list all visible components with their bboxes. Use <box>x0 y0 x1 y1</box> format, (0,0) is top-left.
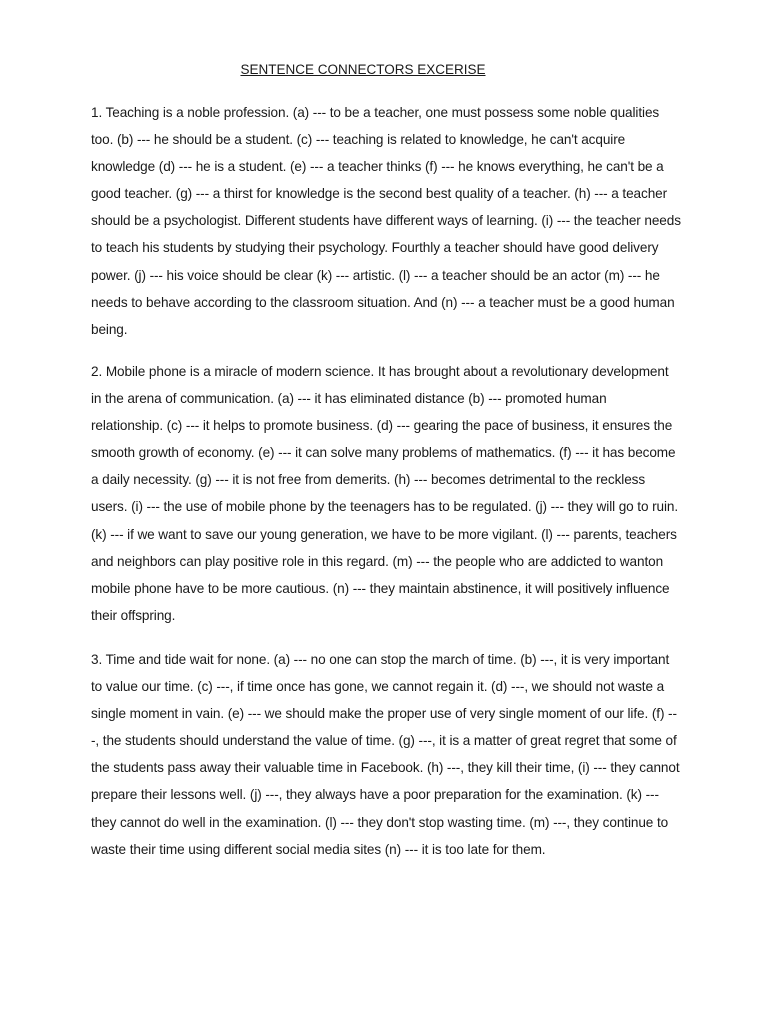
document-title: SENTENCE CONNECTORS EXCERISE <box>240 62 486 77</box>
paragraph-mobile-phone: 2. Mobile phone is a miracle of modern science. It has brought about a revolutionary development in the arena of communication. (a) --- it has eliminated distance (b) --- promoted human relationship. (c) --- it helps to promote business. (d) --- gearing the pace of business, it ensures the smooth growth of economy. (e) --- it can solve many problems of mathematics. (f) --- it has become a daily necessity. (g) --- it is not free from demerits. (h) --- becomes detrimental to the reckless users. (i) --- the use of mobile phone by the teenagers has to be regulated. (j) --- they will go to ruin. (k) --- if we want to save our young generation, we have to be more vigilant. (l) --- parents, teachers and neighbors can play positive role in this regard. (m) --- the people who are addicted to wanton mobile phone have to be more cautious. (n) --- they maintain abstinence, it will positively influence their offspring. <box>91 364 679 623</box>
paragraph-teaching: 1. Teaching is a noble profession. (a) --- to be a teacher, one must possess some noble qualities too. (b) --- he should be a student. (c) --- teaching is related to knowledge, he can't acquire knowledge (d) --- he is a student. (e) --- a teacher thinks (f) --- he knows everything, he can't be a good teacher. (g) --- a thirst for knowledge is the second best quality of a teacher. (h) --- a teacher should be a psychologist. Different students have different ways of learning. (i) --- the teacher needs to teach his students by studying their psychology. Fourthly a teacher should have good delivery power. (j) --- his voice should be clear (k) --- artistic. (l) --- a teacher should be an actor (m) --- he needs to behave according to the classroom situation. And (n) --- a teacher must be a good human being. <box>91 105 681 337</box>
paragraph-time-and-tide: 3. Time and tide wait for none. (a) --- no one can stop the march of time. (b) ---, it is very important to value our time. (c) ---, if time once has gone, we cannot regain it. (d) ---, we should not waste a single moment in vain. (e) --- we should make the proper use of very single moment of our life. (f) ---, the students should understand the value of time. (g) ---, it is a matter of great regret that some of the students pass away their valuable time in Facebook. (h) ---, they kill their time, (i) --- they cannot prepare their lessons well. (j) ---, they always have a poor preparation for the examination. (k) --- they cannot do well in the examination. (l) --- they don't stop wasting time. (m) ---, they continue to waste their time using different social media sites (n) --- it is too late for them. <box>91 652 680 857</box>
